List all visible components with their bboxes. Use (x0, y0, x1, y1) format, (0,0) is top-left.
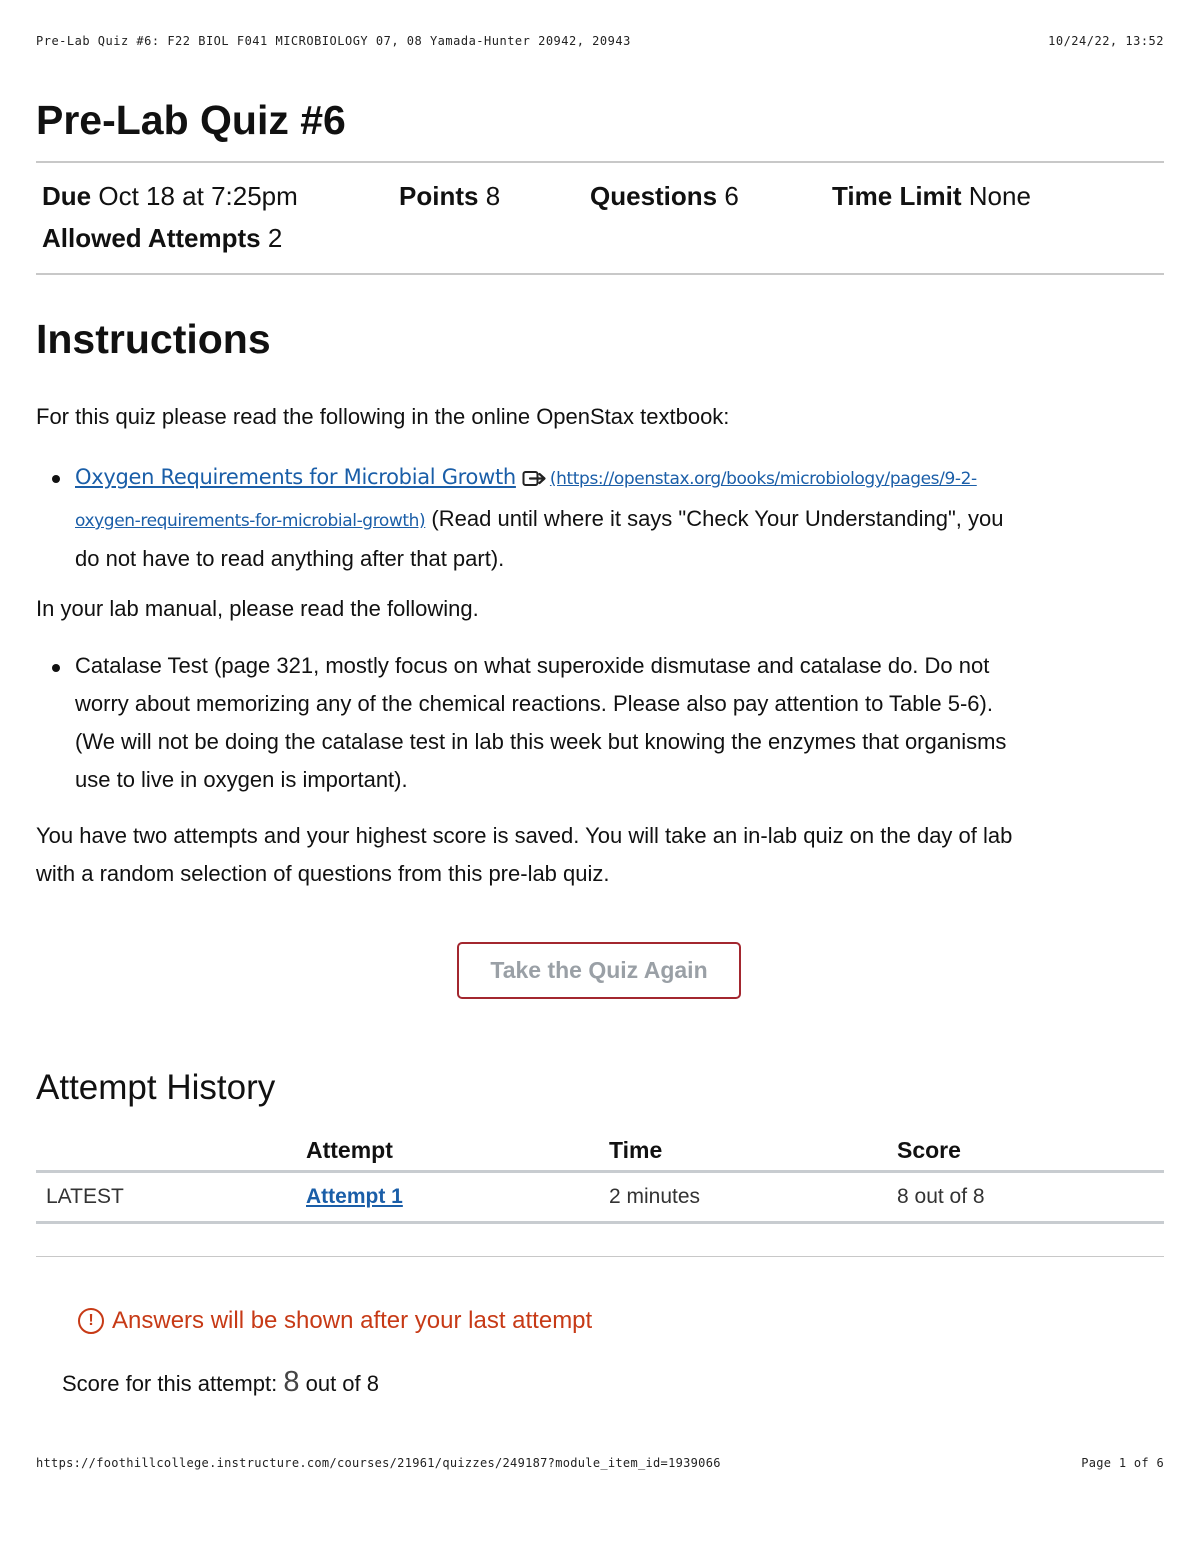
instructions-intro: For this quiz please read the following in the online OpenStax textbook: (36, 404, 730, 429)
exclamation-circle-icon: ! (78, 1308, 104, 1334)
quiz-questions (590, 180, 739, 212)
time-cell: 2 minutes (609, 1172, 897, 1223)
quiz-due (42, 180, 298, 212)
quiz-time-limit (832, 180, 1031, 212)
print-footer-url: https://foothillcollege.instructure.com/courses/21961/quizzes/249187?module_item_id=1939066 (36, 1456, 721, 1470)
print-header-timestamp: 10/24/22, 13:52 (1048, 34, 1164, 48)
catalase-list-item (75, 647, 1164, 799)
table-header-row (36, 1130, 1164, 1172)
score-cell: 8 out of 8 (897, 1172, 1164, 1223)
notice-text: Answers will be shown after your last attempt (112, 1307, 593, 1334)
attempt-history-table (36, 1130, 1164, 1224)
quiz-allowed-attempts (42, 222, 282, 254)
due-label: Due (42, 181, 92, 211)
due-value: Oct 18 at 7:25pm (98, 181, 298, 211)
attempt-score (62, 1366, 379, 1399)
attempts-value: 2 (267, 223, 283, 253)
closing-paragraph (36, 817, 1164, 893)
reading-note: (Read until where it says "Check Your Understanding", you (431, 506, 1004, 531)
table-row (36, 1172, 1164, 1223)
questions-value: 6 (724, 181, 739, 211)
print-header (36, 34, 1164, 52)
reading-list-item (75, 458, 1164, 578)
answers-notice (78, 1307, 592, 1335)
column-header-blank (36, 1130, 306, 1172)
reading-note-continued: do not have to read anything after that part). (75, 546, 505, 571)
lab-manual-intro: In your lab manual, please read the following. (36, 596, 479, 621)
column-header-time: Time (609, 1130, 897, 1172)
catalase-line: (We will not be doing the catalase test in lab this week but knowing the enzymes that organisms (75, 729, 1007, 754)
attempt-history-heading: Attempt History (36, 1068, 276, 1107)
divider (36, 161, 1164, 163)
reading-link[interactable]: Oxygen Requirements for Microbial Growth (75, 465, 516, 489)
print-footer (36, 1456, 1164, 1474)
attempts-label: Allowed Attempts (42, 223, 261, 253)
attempt-link[interactable]: Attempt 1 (306, 1185, 403, 1208)
bullet (52, 475, 60, 483)
score-value: 8 (283, 1366, 300, 1398)
quiz-points (399, 180, 500, 212)
closing-line: You have two attempts and your highest score is saved. You will take an in-lab quiz on the day of lab (36, 823, 1013, 848)
reading-url-link-continued[interactable]: oxygen-requirements-for-microbial-growth) (75, 511, 426, 531)
divider (36, 273, 1164, 275)
points-value: 8 (485, 181, 501, 211)
print-footer-page: Page 1 of 6 (1081, 1456, 1164, 1470)
attempt-cell (306, 1172, 609, 1223)
bullet (52, 664, 60, 672)
print-header-title: Pre-Lab Quiz #6: F22 BIOL F041 MICROBIOLOGY 07, 08 Yamada-Hunter 20942, 20943 (36, 34, 631, 48)
points-label: Points (399, 181, 479, 211)
column-header-score: Score (897, 1130, 1164, 1172)
questions-label: Questions (590, 181, 718, 211)
page-title: Pre-Lab Quiz #6 (36, 97, 346, 143)
catalase-line: worry about memorizing any of the chemical reactions. Please also pay attention to Table 5-6). (75, 691, 993, 716)
closing-line: with a random selection of questions from this pre-lab quiz. (36, 861, 610, 886)
reading-url-link[interactable]: (https://openstax.org/books/microbiology/pages/9-2- (549, 469, 977, 489)
time-limit-label: Time Limit (832, 181, 962, 211)
instructions-heading: Instructions (36, 316, 271, 362)
time-limit-value: None (968, 181, 1031, 211)
score-prefix: Score for this attempt: (62, 1371, 278, 1396)
catalase-line: Catalase Test (page 321, mostly focus on what superoxide dismutase and catalase do. Do not (75, 653, 990, 678)
column-header-attempt: Attempt (306, 1130, 609, 1172)
catalase-line: use to live in oxygen is important). (75, 767, 408, 792)
take-quiz-again-button[interactable]: Take the Quiz Again (457, 942, 741, 999)
score-suffix: out of 8 (305, 1371, 379, 1396)
external-link-icon (522, 462, 548, 500)
divider (36, 1256, 1164, 1257)
latest-label: LATEST (36, 1172, 306, 1223)
